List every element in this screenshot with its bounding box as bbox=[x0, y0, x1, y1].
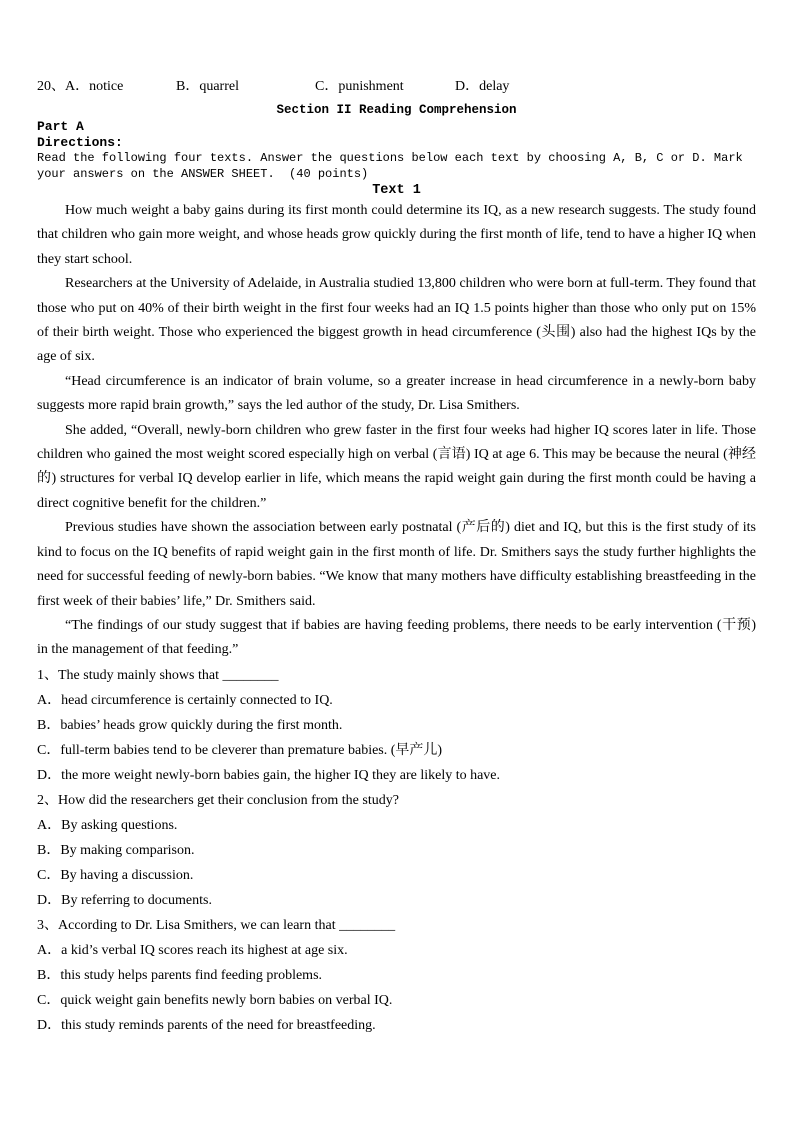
question-20-option-b: B．quarrel bbox=[176, 79, 239, 94]
question-2-option-a: A．By asking questions. bbox=[37, 817, 178, 833]
question-3-option-a: A．a kid’s verbal IQ scores reach its highest at age six. bbox=[37, 942, 348, 958]
reading-passage bbox=[37, 199, 756, 663]
question-3-option-c: C．quick weight gain benefits newly born babies on verbal IQ. bbox=[37, 992, 393, 1008]
question-3-prompt: 3、According to Dr. Lisa Smithers, we can learn that ________ bbox=[37, 917, 396, 933]
question-2-option-b: B．By making comparison. bbox=[37, 842, 195, 858]
question-2-option-c: C．By having a discussion. bbox=[37, 867, 194, 883]
question-20-option-a-label: A．notice bbox=[65, 79, 124, 94]
question-3-option-d: D．this study reminds parents of the need for breastfeeding. bbox=[37, 1017, 376, 1033]
passage-paragraph-3: “Head circumference is an indicator of brain volume, so a greater increase in head circumference in a newly-born baby suggests more rapid brain growth,” says the led author of the study, Dr. Lisa Smithers. bbox=[37, 373, 756, 414]
question-1 bbox=[37, 663, 756, 788]
passage-paragraph-1: How much weight a baby gains during its first month could determine its IQ, as a new research suggests. The study found that children who gain more weight, and whose heads grow quickly during the first month of life, tend to have a higher IQ when they start school. bbox=[37, 203, 756, 267]
text-1-title: Text 1 bbox=[372, 183, 421, 198]
directions-label: Directions: bbox=[37, 135, 123, 150]
question-1-option-c: C．full-term babies tend to be cleverer than premature babies. (早产儿) bbox=[37, 742, 443, 758]
directions-text: Read the following four texts. Answer the questions below each text by choosing A, B, C or D. Mark your answers on the ANSWER SHEET. (40 points) bbox=[37, 151, 750, 181]
section-title: Section II Reading Comprehension bbox=[276, 103, 517, 117]
question-1-prompt: 1、The study mainly shows that ________ bbox=[37, 667, 279, 683]
question-1-option-a: A．head circumference is certainly connected to IQ. bbox=[37, 692, 333, 708]
passage-paragraph-6: “The findings of our study suggest that if babies are having feeding problems, there needs to be early intervention (干预) in the management of that feeding.” bbox=[37, 617, 756, 658]
question-20-option-a bbox=[37, 77, 176, 97]
question-3-option-b: B．this study helps parents find feeding problems. bbox=[37, 967, 323, 983]
question-3 bbox=[37, 913, 756, 1038]
question-1-option-d: D．the more weight newly-born babies gain, the higher IQ they are likely to have. bbox=[37, 767, 501, 783]
question-20-number: 20、 bbox=[37, 79, 65, 94]
question-2 bbox=[37, 788, 756, 913]
passage-paragraph-2: Researchers at the University of Adelaide, in Australia studied 13,800 children who were born at full-term. They found that those who put on 40% of their birth weight in the first four weeks had an IQ 1.5 points higher than those who only put on 15% of their birth weight. Those who experienced the biggest growth in head circumference (头围) also had the highest IQs by the age of six. bbox=[37, 276, 756, 365]
question-2-option-d: D．By referring to documents. bbox=[37, 892, 212, 908]
question-2-prompt: 2、How did the researchers get their conclusion from the study? bbox=[37, 792, 399, 808]
part-a-label: Part A bbox=[37, 119, 84, 134]
passage-paragraph-4: She added, “Overall, newly-born children who grew faster in the first four weeks had higher IQ scores later in life. Those children who gained the most weight scored especially high on verbal (言语) IQ at age 6. This may be because the neural (神经的) structures for verbal IQ develop earlier in life, which means the rapid weight gain during the first month could be having a direct cognitive benefit for the children.” bbox=[37, 422, 756, 511]
passage-paragraph-5: Previous studies have shown the association between early postnatal (产后的) diet and IQ, but this is the first study of its kind to focus on the IQ benefits of rapid weight gain in the first month of life. Dr. Smithers says the study further highlights the need for successful feeding of newly-born babies. “We know that many mothers have difficulty establishing breastfeeding in the first week of their babies’ life,” Dr. Smithers said. bbox=[37, 520, 756, 609]
question-list bbox=[37, 663, 756, 1038]
question-20-option-c: C．punishment bbox=[315, 79, 404, 94]
question-1-option-b: B．babies’ heads grow quickly during the first month. bbox=[37, 717, 343, 733]
question-20-option-d: D．delay bbox=[455, 79, 510, 94]
question-20-row bbox=[37, 77, 756, 97]
